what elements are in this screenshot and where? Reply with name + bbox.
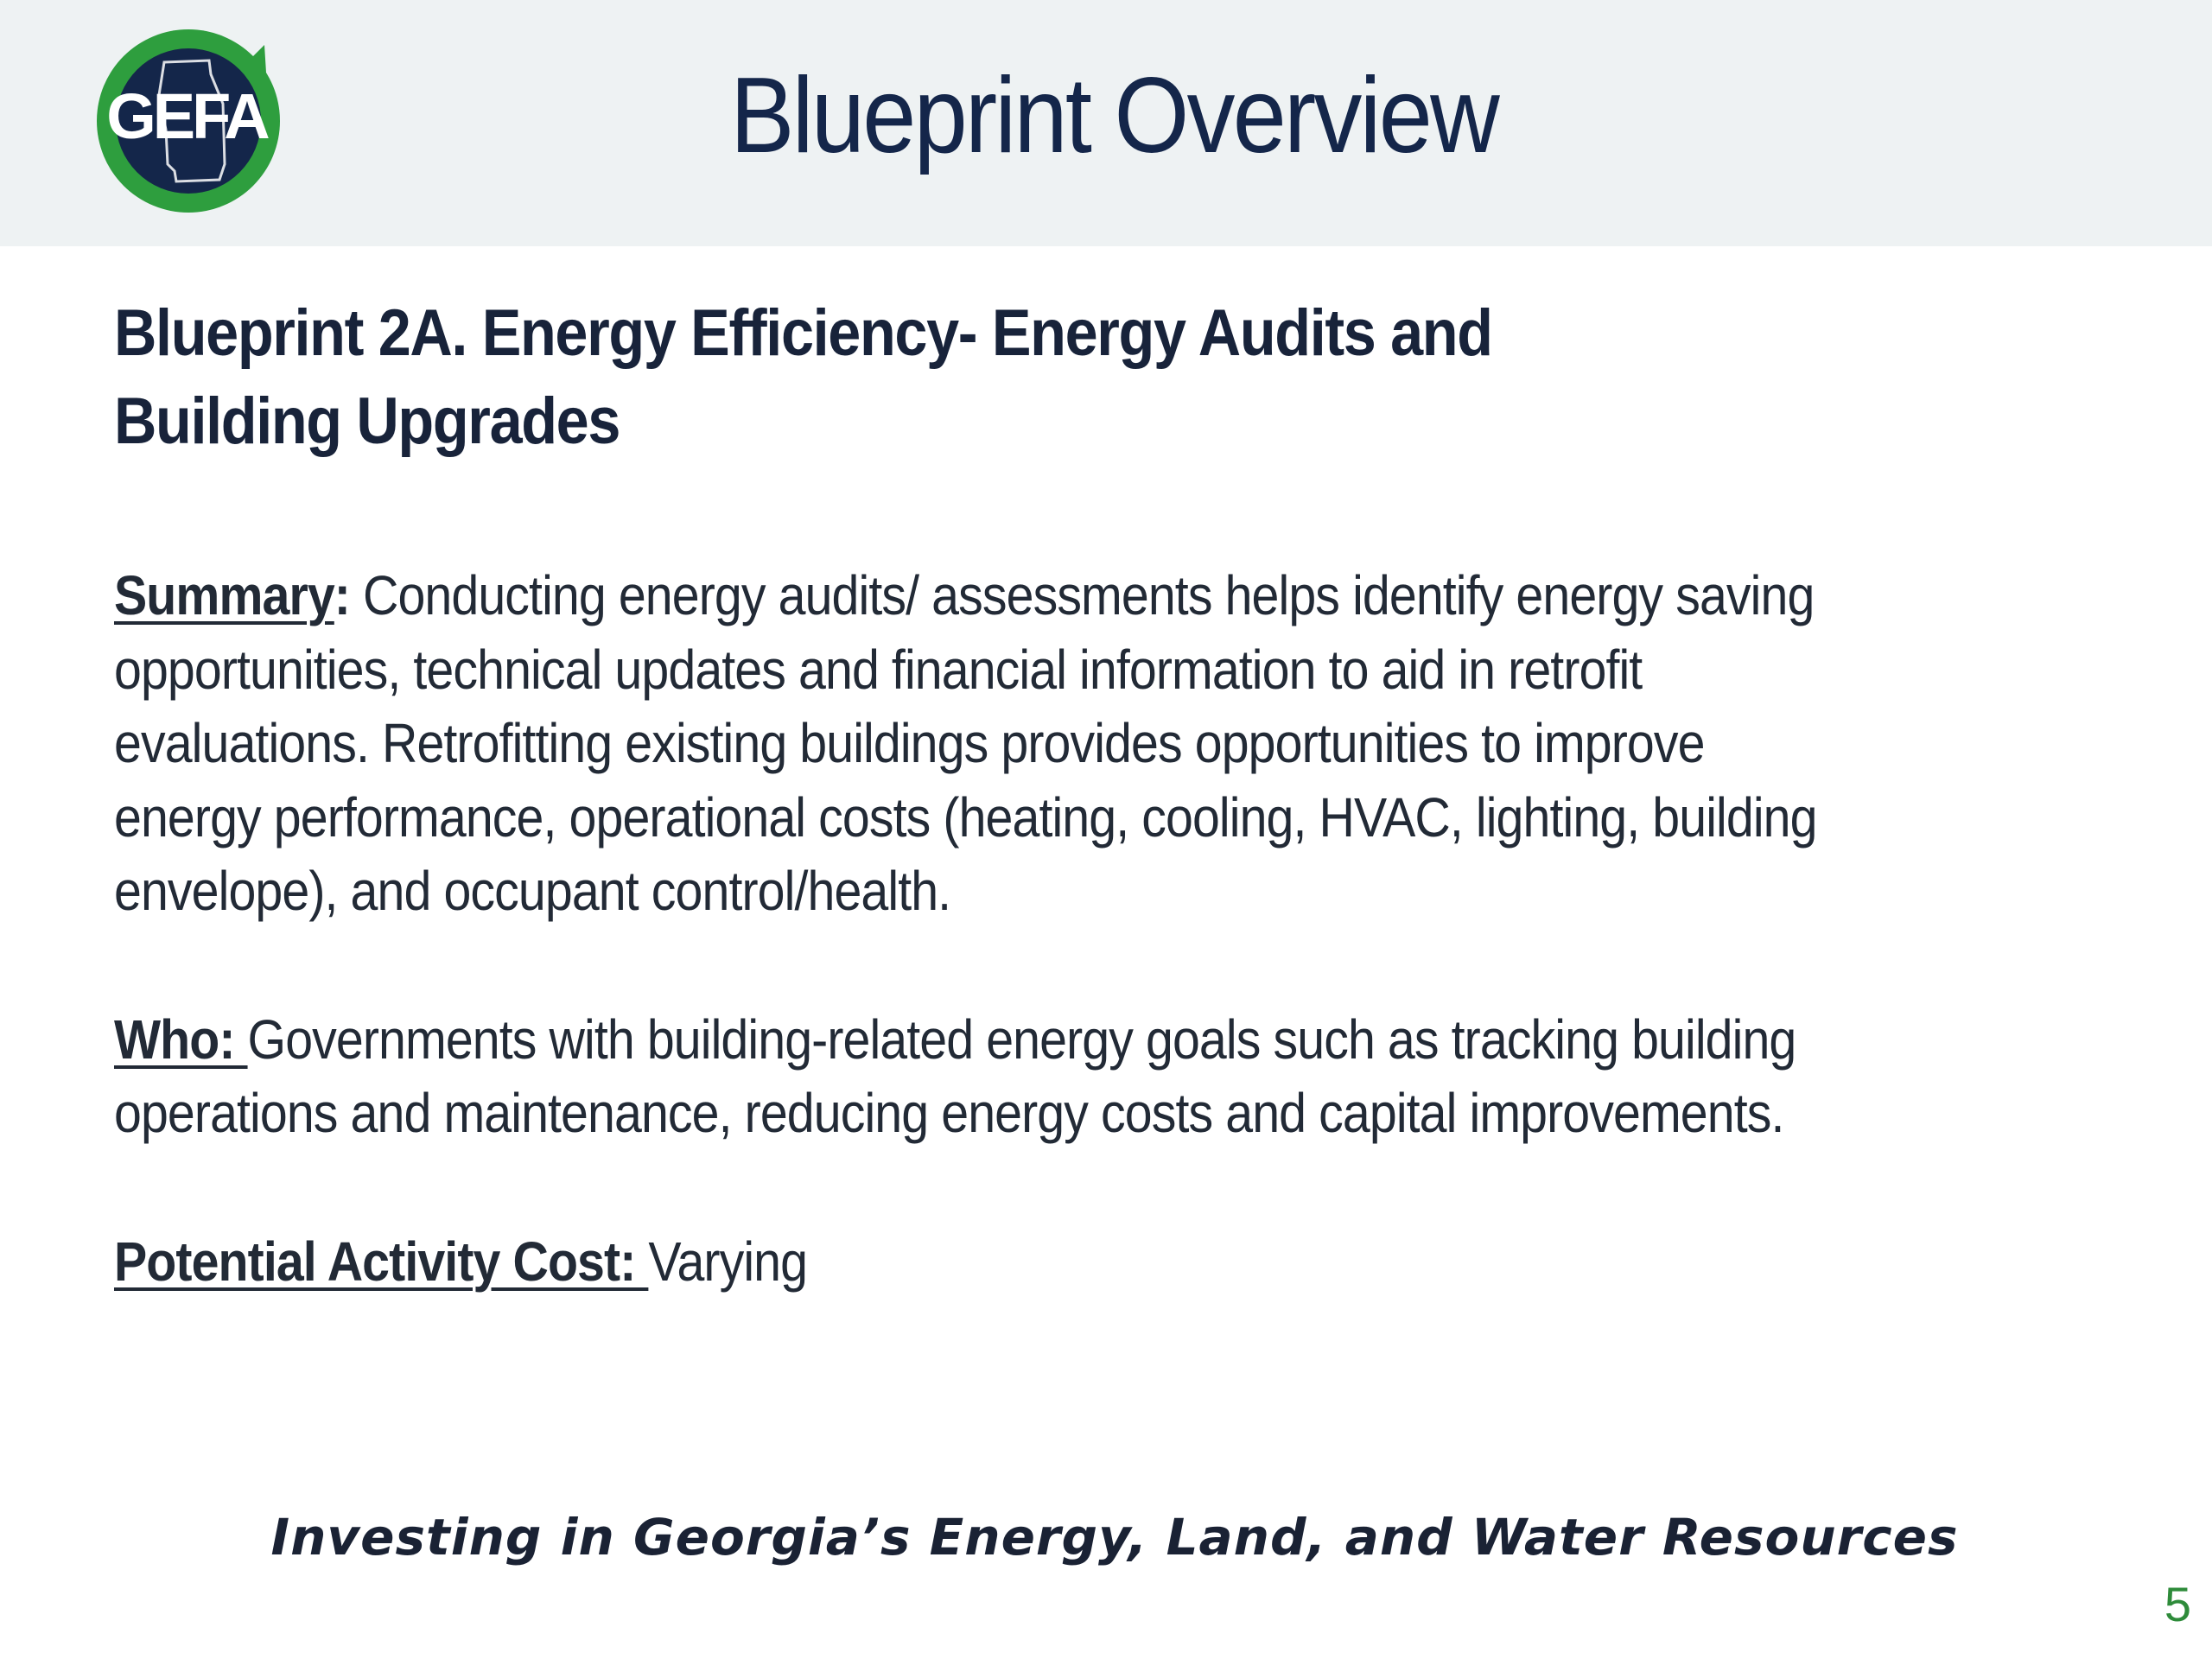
summary-paragraph: [114, 559, 1842, 929]
who-paragraph: [114, 1003, 1842, 1151]
logo-text: GEFA: [106, 80, 267, 152]
footer-tagline: Investing in Georgia’s Energy, Land, and Water Resources: [270, 1508, 1959, 1567]
cost-label: Potential Activity Cost:: [114, 1230, 649, 1293]
heading-line-1: Blueprint 2A. Energy Efficiency- Energy Audits and: [114, 296, 1492, 370]
summary-colon: :: [334, 564, 350, 626]
blueprint-heading: [114, 289, 1842, 466]
summary-text: Conducting energy audits/ assessments helps identify energy saving opportunities, technical updates and financial information to aid in retrofit evaluations. Retrofitting existing buildings provides opportunities to improve energy performance, operational costs (heating, cooling, HVAC, lighting, building envelope), and occupant control/health.: [114, 564, 1817, 922]
slide-content: [114, 289, 1842, 1299]
summary-label: Summary: [114, 564, 334, 626]
who-label: Who:: [114, 1007, 248, 1071]
who-text: Governments with building-related energy goals such as tracking building operations and maintenance, reducing energy costs and capital improvements.: [114, 1007, 1796, 1144]
cost-text: Varying: [648, 1230, 808, 1293]
page-title: Blueprint Overview: [730, 56, 1497, 175]
cost-paragraph: [114, 1225, 1842, 1300]
heading-line-2: Building Upgrades: [114, 385, 620, 458]
page-number: 5: [2164, 1577, 2191, 1631]
